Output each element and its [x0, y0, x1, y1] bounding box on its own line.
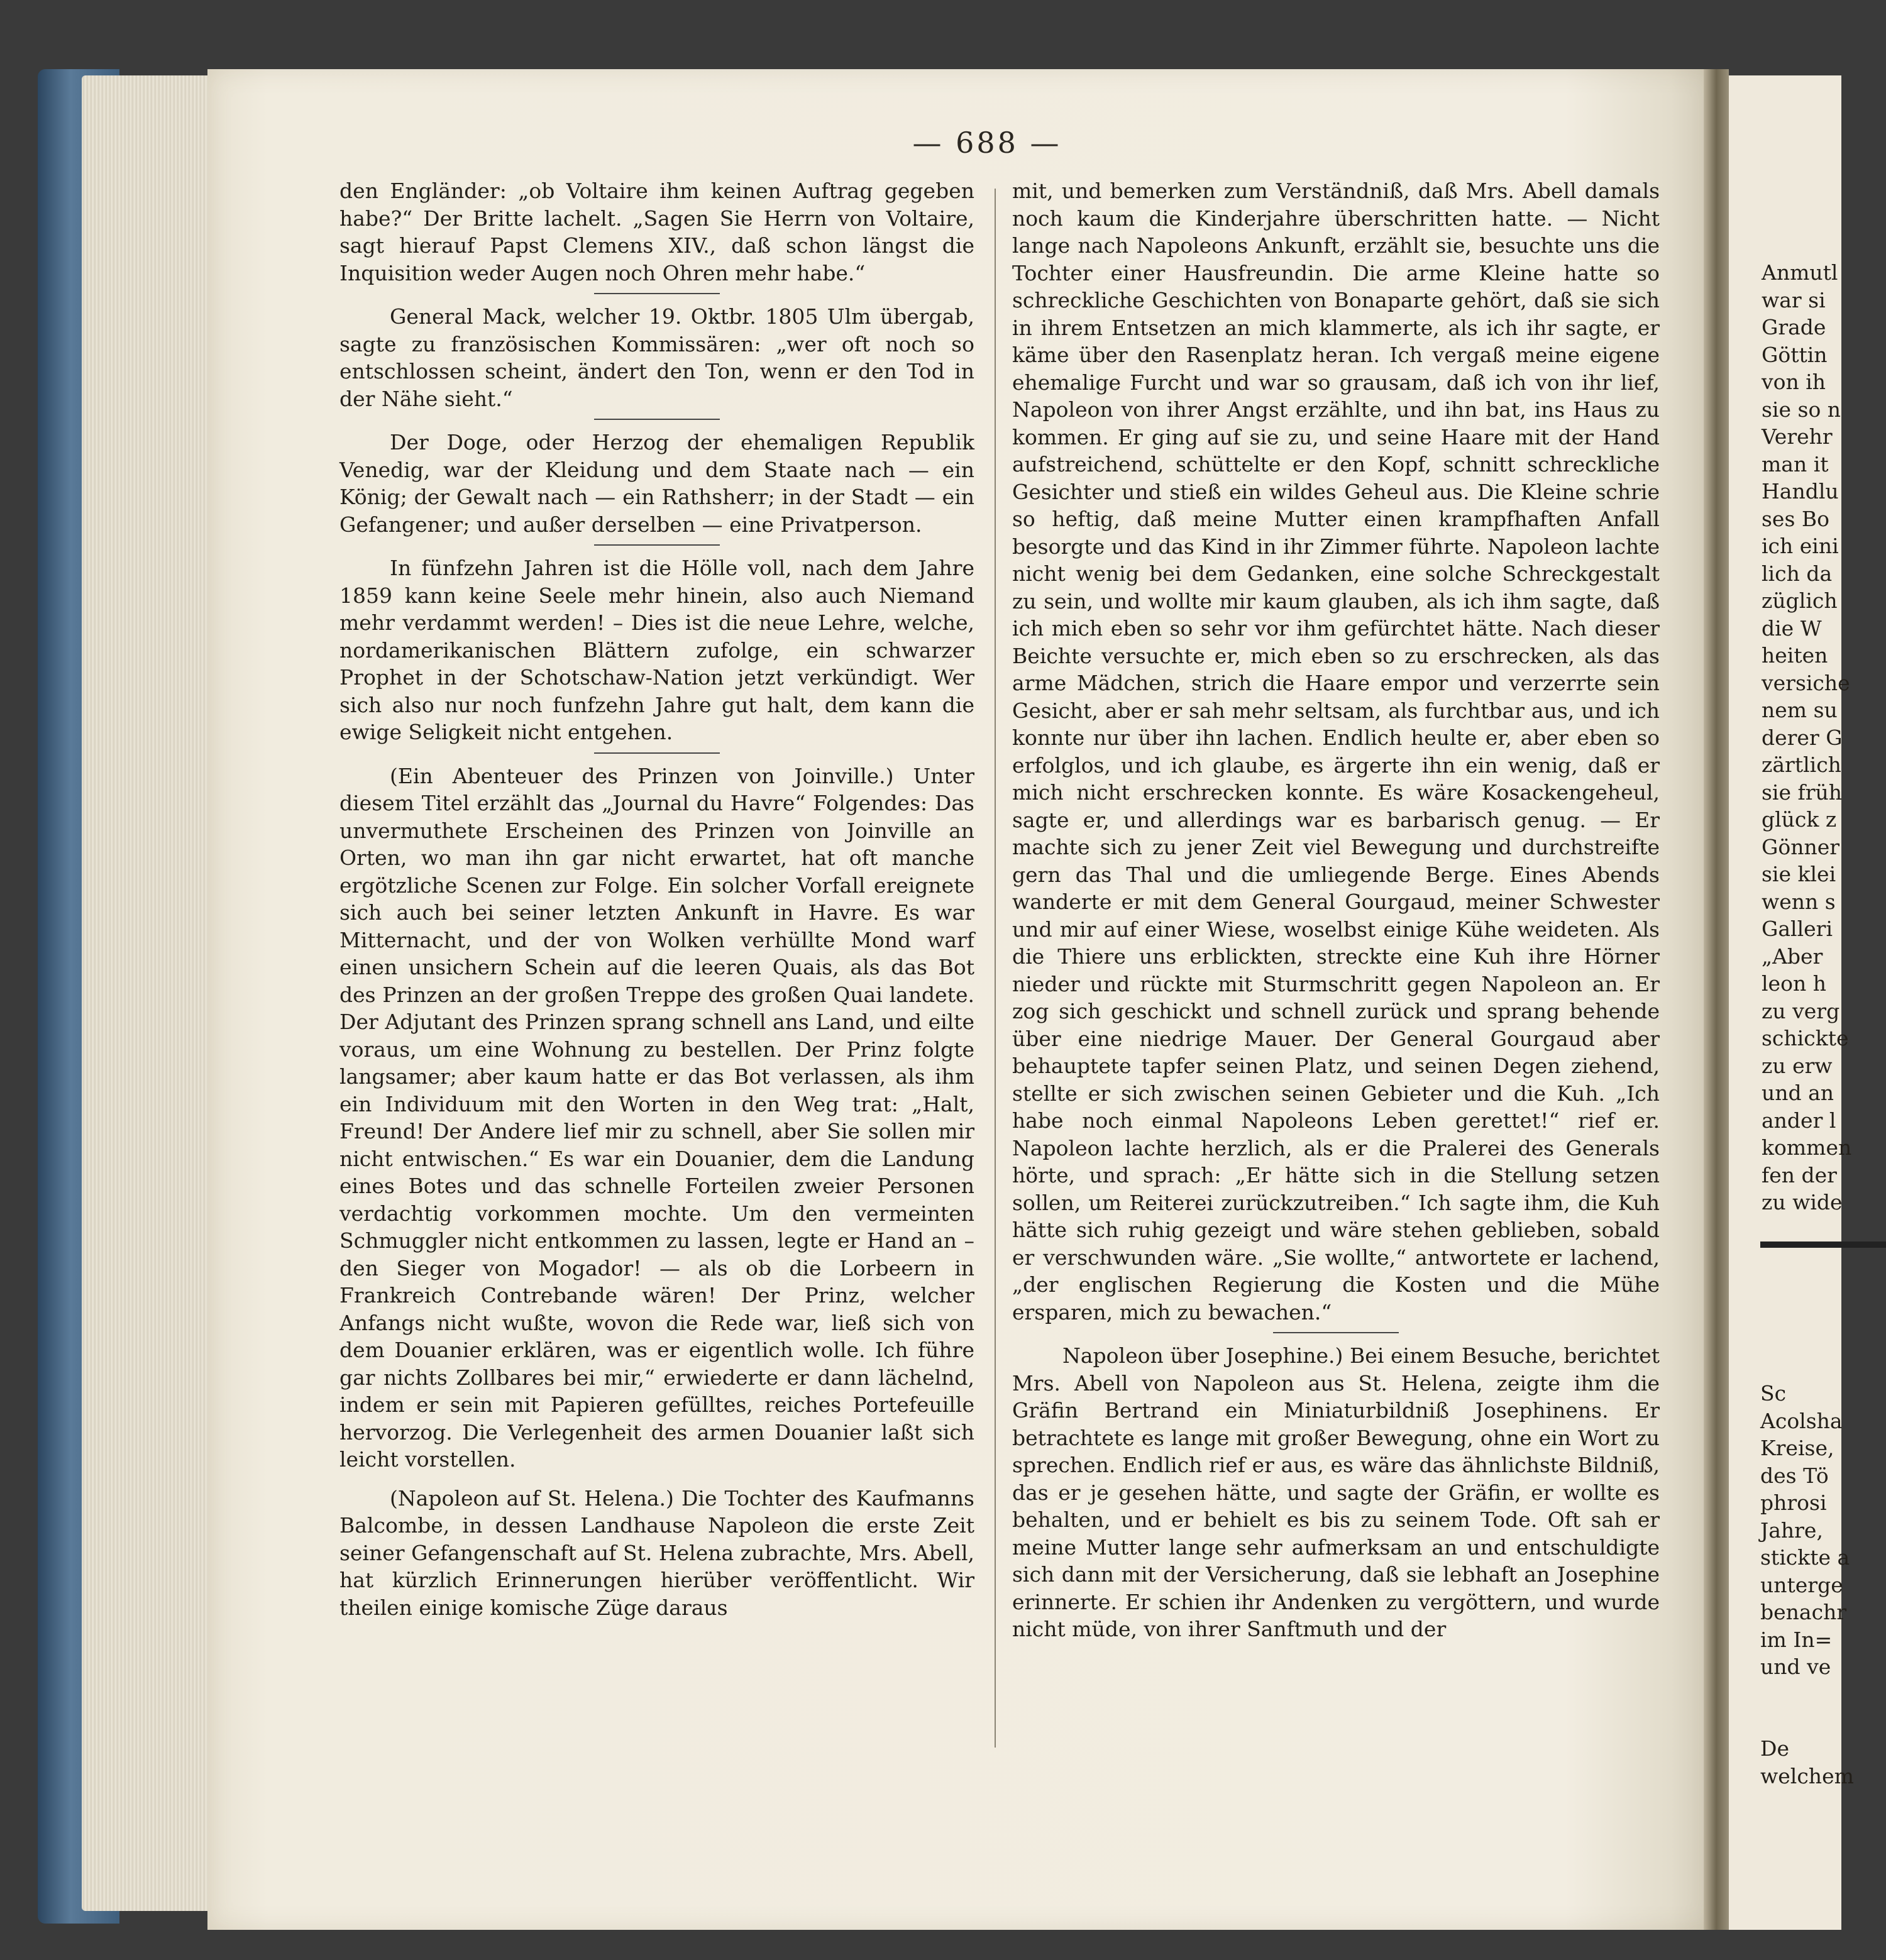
next-page-line: kommen — [1762, 1135, 1852, 1160]
next-page-line: Göttin — [1762, 342, 1828, 367]
next-page-line: Verehr — [1762, 424, 1833, 449]
paragraph-doge: Der Doge, oder Herzog der ehemaligen Republik Venedig, war der Kleidung und dem Staate nach — ein König; der Gewalt nach — ein Rathsherr; in der Stadt — ein Gefangener; und außer derselben — eine Privatperson. — [339, 430, 974, 537]
next-page-line: benachr — [1760, 1600, 1847, 1624]
next-page-line: Galleri — [1762, 917, 1833, 941]
paragraph-joinville: (Ein Abenteuer des Prinzen von Joinville.) Unter diesem Titel erzählt das „Journal du Havre“ Folgendes: Das unvermuthete Erscheinen des Prinzen von Joinville an Orten, wo man ihn gar nicht erwartet, hat oft manche ergötzliche Scenen zur Folge. Ein solcher Vorfall ereignete sich auch bei seiner letzten Ankunft in Havre. Es war Mitternacht, und der von Wolken verhüllte Mond warf einen unsichern Schein auf die leeren Quais, als das Bot des Prinzen an der großen Treppe des großen Quai landete. Der Adjutant des Prinzen sprang schnell ans Land, und eilte voraus, um eine Wohnung zu bestellen. Der Prinz folgte langsamer; aber kaum hatte er das Bot verlassen, als ihm ein Individuum mit den Worten in den Weg trat: „Halt, Freund! Der Andere lief mir zu schnell, aber Sie sollen mir nicht entwischen.“ Es war ein Douanier, dem die Landung eines Botes und das schnelle Forteilen zweier Personen verdachtig vorkommen mochte. Um den vermeinten Schmuggler nicht entkommen zu lassen, legte er Hand an – den Sieger von Mogador! — als ob die Lorbeern in Frankreich Contrebande wären! Der Prinz, welcher Anfangs nicht wußte, wovon die Rede war, ließ sich von dem Douanier erklären, was er eigentlich wolle. Ich führe gar nichts Zollbares bei mir,“ erwiederte er dann lächelnd, indem er sein mit Papieren gefülltes, reiches Portefeuille hervorzog. Die Verlegenheit des armen Douanier laßt sich leicht vorstellen. — [339, 763, 974, 1472]
separator-rule — [594, 419, 720, 420]
next-page-line: derer G — [1762, 725, 1843, 750]
book-gutter — [1704, 69, 1729, 1930]
next-page-line: ander l — [1762, 1108, 1836, 1133]
next-page-line: De — [1760, 1736, 1789, 1761]
next-page-line: lich da — [1762, 561, 1833, 586]
next-page-rule — [1760, 1242, 1886, 1248]
separator-rule — [594, 752, 720, 754]
next-page-line: Sc — [1760, 1381, 1787, 1406]
next-page-line: sie so n — [1762, 397, 1841, 422]
next-page-line: fen der — [1762, 1162, 1837, 1187]
next-page-line: schickte — [1762, 1026, 1849, 1050]
paragraph-voltaire: den Engländer: „ob Voltaire ihm keinen Auftrag gegeben habe?“ Der Britte lachelt. „Sagen Sie Herrn von Voltaire, sagt hierauf Papst Clemens XIV., daß schon längst die Inquisition weder Augen noch Ohren mehr habe.“ — [339, 179, 974, 285]
next-page-line: Grade — [1762, 315, 1826, 339]
next-page-line: welchem — [1760, 1763, 1854, 1788]
next-page-line: des Tö — [1760, 1463, 1829, 1488]
next-page-line: Handlu — [1762, 479, 1839, 504]
next-page-line: züglich — [1762, 588, 1838, 613]
next-page-line: stickte a — [1760, 1545, 1850, 1570]
next-page-line: im In= — [1760, 1627, 1833, 1652]
next-page-line: sie früh — [1762, 779, 1843, 805]
paragraph-napoleon-story: mit, und bemerken zum Verständniß, daß Mrs. Abell damals noch kaum die Kinderjahre überschritten hatte. — Nicht lange nach Napoleons Ankunft, erzählt sie, besuchte uns die Tochter einer Hausfreundin. Die arme Kleine hatte so schreckliche Geschichten von Bonaparte gehört, daß sie sich in ihrem Entsetzen an mich klammerte, als ich ihr sagte, er käme über den Rasenplatz heran. Ich vergaß meine eigene ehemalige Furcht und war so grausam, daß ich von ihr lief, Napoleon von ihrer Angst erzählte, und ihn bat, ins Haus zu kommen. Er ging auf sie zu, und seine Haare mit der Hand aufstreichend, schüttelte er den Kopf, schnitt schreckliche Gesichter und stieß ein wildes Geheul aus. Die Kleine schrie so heftig, daß meine Mutter einen krampfhaften Anfall besorgte und das Kind in ihr Zimmer führte. Napoleon lachte nicht wenig bei dem Gedanken, eine solche Schreckgestalt zu sein, und wollte mir kaum glauben, als ich ihm sagte, daß ich mich eben so sehr vor ihm gefürchtet hätte. Nach dieser Beichte versuchte er, mich eben so zu erschrecken, als das arme Mädchen, strich die Haare empor und verzerrte sein Gesicht, aber er sah mehr seltsam, als furchtbar aus, und ich konnte nur über ihn lachen. Endlich heulte er, aber eben so erfolglos, und ich glaube, es ärgerte ihn ein wenig, daß er mich nicht erschrecken konnte. Es wäre Kosackengeheul, sagte er, und allerdings war es barbarisch genug. — Er machte sich zu jener Zeit viel Bewegung und durchstreifte gern das Thal und die umliegende Berge. Eines Abends wanderte er mit dem General Gourgaud, meiner Schwester und mir auf einer Wiese, woselbst einige Kühe weideten. Als die Thiere uns erblickten, streckte eine Kuh ihre Hörner nieder und rückte mit Sturmschritt gegen Napoleon an. Er zog sich geschickt und schnell zurück und sprang behende über eine niedrige Mauer. Der General Gourgaud aber behauptete tapfer seinen Platz, und seinen Degen ziehend, stellte er sich zwischen seinen Gebieter und die Kuh. „Ich habe noch einmal Napoleons Leben gerettet!“ rief er. Napoleon lachte herzlich, als er die Pralerei des Generals hörte, und sprach: „Er hätte sich in die Stellung setzen sollen, um Reiterei zurückzutreiben.“ Ich sagte ihm, die Kuh hätte sich ruhig gezeigt und wäre stehen geblieben, sobald er verschwunden wäre. „Sie wollte,“ antwortete er lachend, „der englischen Regierung die Kosten und die Mühe ersparen, mich zu bewachen.“ — [1012, 179, 1660, 1324]
page-number: — 688 — — [912, 126, 1062, 160]
next-page-line: von ih — [1762, 370, 1826, 394]
next-page-line: heiten — [1762, 643, 1828, 668]
next-page-line: ses Bo — [1762, 506, 1830, 531]
next-page-line: und an — [1762, 1081, 1834, 1105]
column-divider — [995, 189, 996, 1748]
separator-rule — [594, 293, 720, 294]
next-page-text-upper — [1762, 259, 1851, 1216]
next-page-line: wenn s — [1762, 889, 1836, 914]
paragraph-hell-prophecy: In fünfzehn Jahren ist die Hölle voll, nach dem Jahre 1859 kann keine Seele mehr hinein, also auch Niemand mehr verdammt werden! – Dies ist die neue Lehre, welche, nordamerikanischen Blättern zufolge, ein schwarzer Prophet in der Schotschaw-Nation jetzt verkündigt. Wer sich also nur noch funfzehn Jahre gut halt, dem kann die ewige Seligkeit nicht entgehen. — [339, 556, 974, 744]
separator-rule — [594, 544, 720, 546]
next-page-line: Kreise, — [1760, 1436, 1834, 1460]
next-page-line: die W — [1762, 615, 1822, 641]
next-page-line: zu wide — [1762, 1190, 1843, 1214]
next-page-line: sie klei — [1762, 862, 1836, 886]
next-page-line: glück z — [1762, 807, 1837, 832]
next-page-line: zärtlich — [1762, 752, 1841, 777]
next-page-line: war si — [1762, 287, 1826, 312]
next-page-line: zu verg — [1762, 998, 1840, 1023]
next-page-line: Anmutl — [1762, 260, 1838, 285]
next-page-text-middle — [1760, 1380, 1850, 1681]
next-page-line: Gönner — [1762, 834, 1840, 859]
paragraph-general-mack: General Mack, welcher 19. Oktbr. 1805 Ulm übergab, sagte zu französischen Kommissären: „wer oft noch so entschlossen scheint, ändert den Ton, wenn er den Tod in der Nähe sieht.“ — [339, 304, 974, 411]
next-page-line: phrosi — [1760, 1490, 1827, 1515]
next-page-line: zu erw — [1762, 1053, 1833, 1078]
page-edges — [82, 75, 226, 1911]
next-page-line: unterge — [1760, 1572, 1843, 1597]
next-page-line: Jahre, — [1760, 1517, 1823, 1543]
next-page-line: ich eini — [1762, 534, 1839, 558]
paragraph-napoleon-josephine: Napoleon über Josephine.) Bei einem Besuche, berichtet Mrs. Abell von Napoleon aus St. Helena, zeigte ihm die Gräfin Bertrand ein Miniaturbildniß Josephinens. Er betrachtete es lange mit großer Bewegung, ohne ein Wort zu sprechen. Endlich rief er aus, es wäre das ähnlichste Bildniß, das er je gesehen hätte, und sagte der Gräfin, er wollte es behalten, und er behielt es bis zu seinem Tode. Oft sah er meine Mutter lange sehr aufmerksam an und entschuldigte sich dann mit der Versicherung, daß sie lebhaft an Josephine erinnerte. Er schien ihr Andenken zu vergöttern, und wurde nicht müde, von ihrer Sanftmuth und der — [1012, 1343, 1660, 1641]
next-page-line: Acolsha — [1760, 1408, 1843, 1433]
next-page-line: nem su — [1762, 698, 1838, 722]
next-page-line: man it — [1762, 451, 1829, 476]
separator-rule — [1273, 1332, 1399, 1333]
next-page-line: und ve — [1760, 1654, 1831, 1679]
left-column — [339, 177, 974, 1621]
next-page-line: leon h — [1762, 971, 1826, 996]
next-page — [1729, 75, 1854, 1930]
paragraph-napoleon-st-helena: (Napoleon auf St. Helena.) Die Tochter des Kaufmanns Balcombe, in dessen Landhause Napoleon die erste Zeit seiner Gefangenschaft auf St. Helena zubrachte, Mrs. Abell, hat kürzlich Erinnerungen hierüber veröffentlicht. Wir theilen einige komische Züge daraus — [339, 1485, 974, 1620]
right-column — [1012, 177, 1660, 1643]
next-page-text-lower — [1760, 1735, 1854, 1790]
next-page-line: „Aber — [1762, 944, 1823, 969]
next-page-line: versiche — [1762, 670, 1850, 695]
